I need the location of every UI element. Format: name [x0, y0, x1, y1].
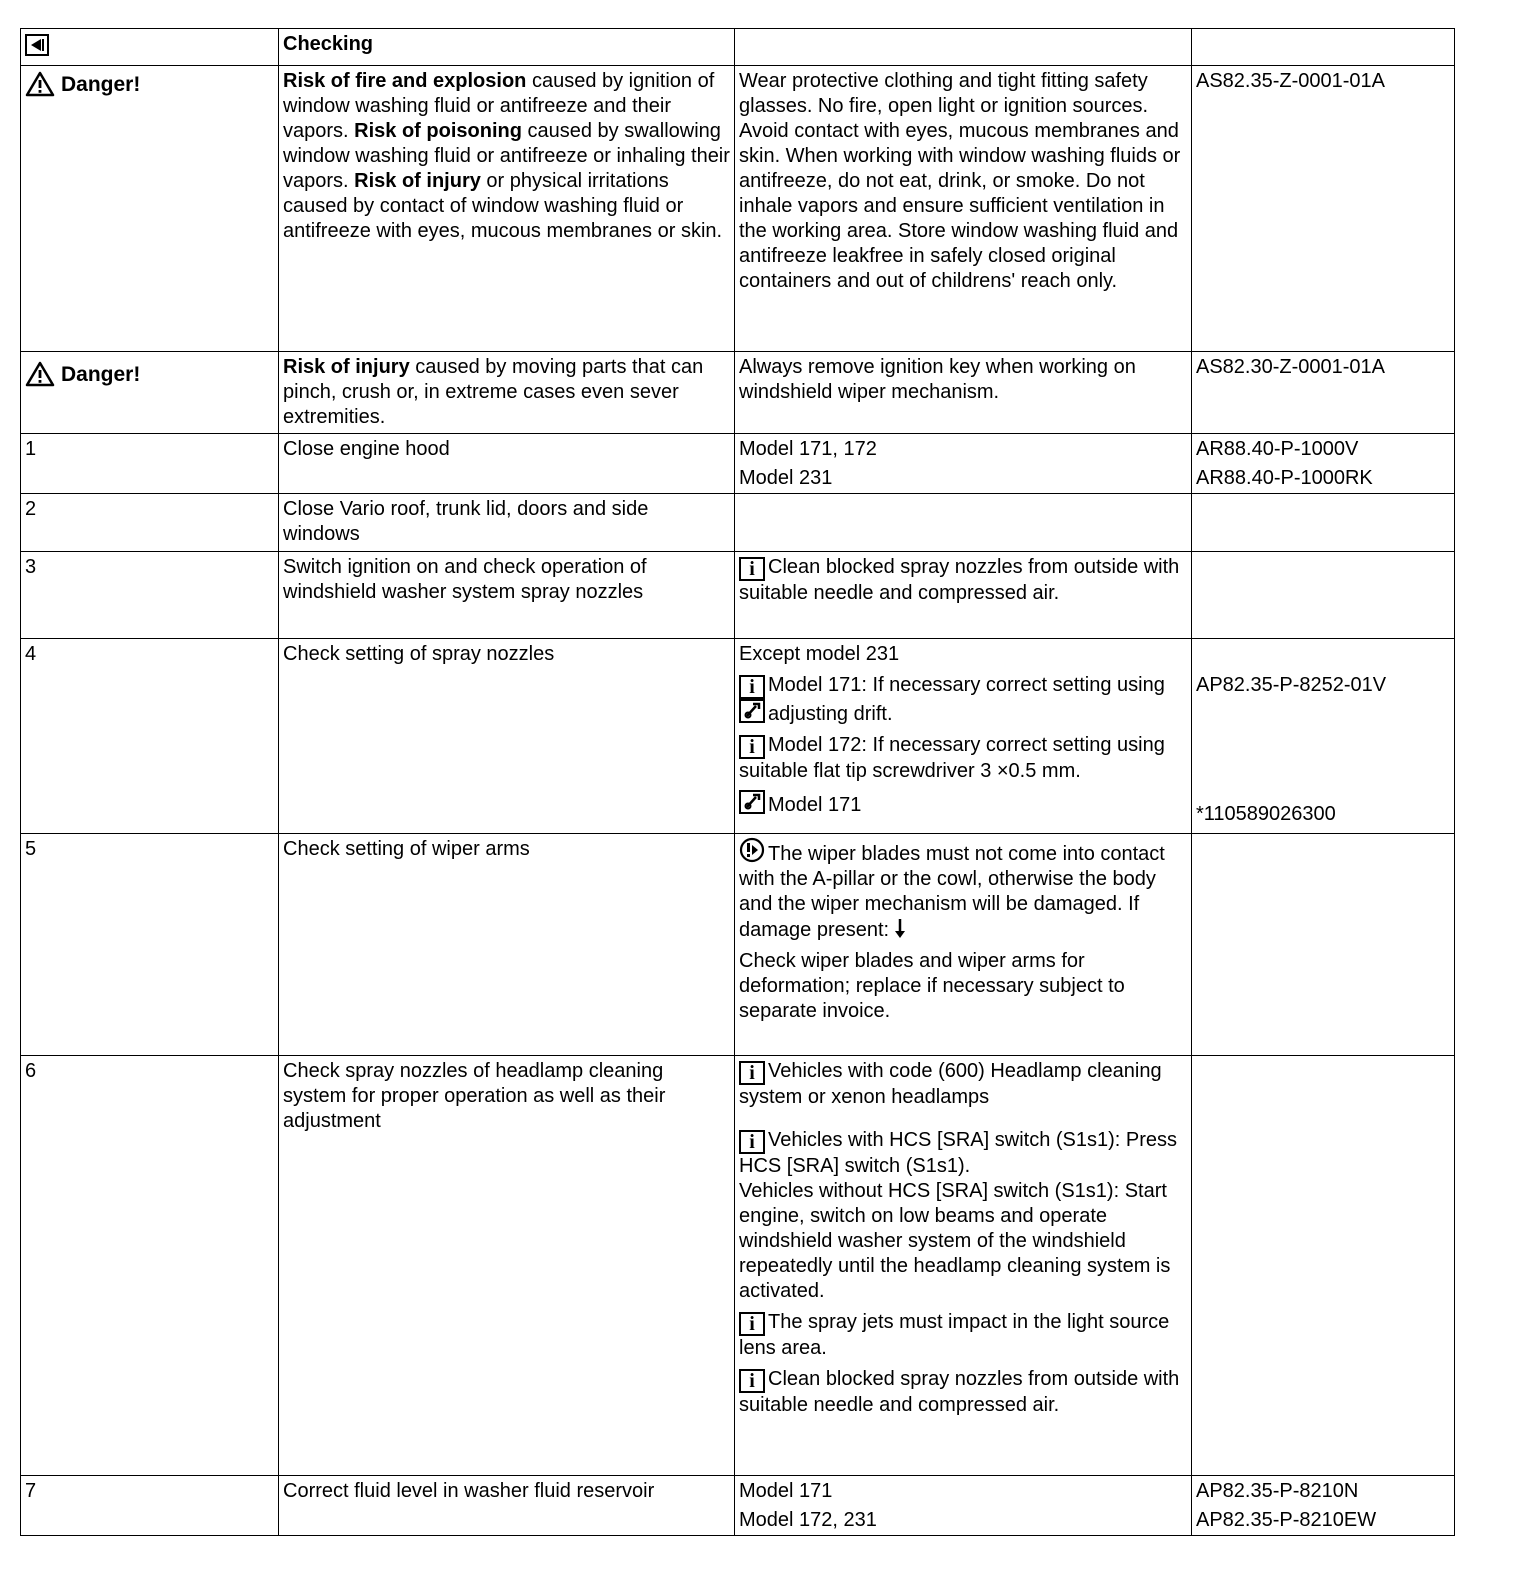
info-icon: i	[739, 1130, 765, 1154]
step-action: Check spray nozzles of headlamp cleaning system for proper operation as well as their adjustment	[279, 1056, 735, 1476]
warning-triangle-icon	[25, 71, 55, 97]
hazard-text: or physical irritations caused by contact of window washing fluid or antifreeze with eyes, mucous membranes or skin.	[283, 170, 723, 242]
danger-label-cell	[21, 352, 279, 434]
step-notes	[735, 552, 1192, 639]
danger-label: Danger!	[61, 362, 141, 386]
step-notes	[735, 1476, 1192, 1536]
back-arrow-icon[interactable]	[25, 34, 49, 56]
step-codes	[1192, 552, 1455, 639]
step-row	[21, 1476, 1455, 1536]
step-codes	[1192, 1056, 1455, 1476]
step-notes	[735, 639, 1192, 834]
empty-cell	[735, 29, 1192, 66]
caution-note: The wiper blades must not come into contact with the A-pillar or the cowl, otherwise the body and the wiper mechanism will be damaged. If damage present:	[739, 843, 1165, 941]
safety-measure: Wear protective clothing and tight fitting safety glasses. No fire, open light or ignition sources. Avoid contact with eyes, mucous membranes and skin. When working with window washing fluids or antifreeze, do not eat, drink, or smoke. Do not inhale vapors and ensure sufficient ventilation in the working area. Store window washing fluid and antifreeze leakfree in safely closed original containers and out of childrens' reach only.	[735, 66, 1192, 352]
check-note: Check wiper blades and wiper arms for deformation; replace if necessary subject to separate invoice.	[739, 950, 1125, 1022]
step-action: Close Vario roof, trunk lid, doors and side windows	[279, 494, 735, 552]
section-title: Checking	[279, 29, 735, 66]
step-notes	[735, 834, 1192, 1056]
step-number: 5	[21, 834, 279, 1056]
hazard-injury-heading: Risk of injury	[283, 356, 410, 378]
reference-code[interactable]: AP82.35-P-8210EW	[1196, 1509, 1377, 1531]
step-codes	[1192, 494, 1455, 552]
model-note: Model 171, 172	[739, 438, 877, 460]
arrow-down-icon	[893, 917, 907, 939]
hazard-poison-heading: Risk of poisoning	[354, 120, 522, 142]
step-codes	[1192, 639, 1455, 834]
reference-code[interactable]: AR88.40-P-1000RK	[1196, 467, 1373, 489]
step-action: Check setting of spray nozzles	[279, 639, 735, 834]
step-row	[21, 552, 1455, 639]
special-tool-icon	[739, 699, 765, 723]
safety-measure: Always remove ignition key when working on windshield wiper mechanism.	[735, 352, 1192, 434]
hazard-text: caused by swallowing window washing fluid or antifreeze or inhaling their vapors.	[283, 120, 730, 192]
danger-label-cell	[21, 66, 279, 352]
info-note: Model 171: If necessary correct setting using	[768, 674, 1165, 696]
reference-code[interactable]: AP82.35-P-8252-01V	[1196, 674, 1387, 696]
info-icon: i	[739, 1061, 765, 1085]
reference-code[interactable]: AS82.35-Z-0001-01A	[1192, 66, 1455, 352]
tool-note: Model 171	[768, 794, 862, 816]
info-icon: i	[739, 557, 765, 581]
step-number: 3	[21, 552, 279, 639]
danger-row	[21, 352, 1455, 434]
step-row	[21, 494, 1455, 552]
hazard-description	[279, 66, 735, 352]
step-row	[21, 434, 1455, 494]
except-note: Except model 231	[739, 643, 900, 665]
danger-row	[21, 66, 1455, 352]
step-action: Switch ignition on and check operation of windshield washer system spray nozzles	[279, 552, 735, 639]
step-codes	[1192, 834, 1455, 1056]
model-note: Model 171	[739, 1480, 833, 1502]
hazard-fire-heading: Risk of fire and explosion	[283, 70, 527, 92]
back-cell	[21, 29, 279, 66]
info-note: Vehicles with code (600) Headlamp cleaning system or xenon headlamps	[739, 1060, 1162, 1108]
info-icon: i	[739, 1312, 765, 1336]
info-note: Clean blocked spray nozzles from outside with suitable needle and compressed air.	[739, 556, 1180, 604]
hazard-injury-heading: Risk of injury	[354, 170, 481, 192]
header-row	[21, 29, 1455, 66]
special-tool-icon	[739, 790, 765, 814]
step-notes	[735, 494, 1192, 552]
step-row	[21, 1056, 1455, 1476]
info-note: Model 172: If necessary correct setting using suitable flat tip screwdriver 3 ×0.5 mm.	[739, 734, 1165, 782]
step-action: Close engine hood	[279, 434, 735, 494]
reference-code[interactable]: AR88.40-P-1000V	[1196, 438, 1359, 460]
info-note: adjusting drift.	[768, 703, 893, 725]
step-notes	[735, 434, 1192, 494]
step-notes	[735, 1056, 1192, 1476]
step-number: 4	[21, 639, 279, 834]
tool-number[interactable]: *110589026300	[1196, 803, 1336, 825]
danger-label: Danger!	[61, 72, 141, 96]
info-icon: i	[739, 735, 765, 759]
warning-triangle-icon	[25, 361, 55, 387]
model-note: Model 172, 231	[739, 1509, 877, 1531]
hazard-text: caused by moving parts that can pinch, crush or, in extreme cases even sever extremities.	[283, 356, 704, 428]
step-number: 2	[21, 494, 279, 552]
step-action: Correct fluid level in washer fluid reservoir	[279, 1476, 735, 1536]
hazard-description	[279, 352, 735, 434]
step-number: 6	[21, 1056, 279, 1476]
info-icon: i	[739, 1369, 765, 1393]
model-note: Model 231	[739, 467, 833, 489]
step-row	[21, 834, 1455, 1056]
reference-code[interactable]: AP82.35-P-8210N	[1196, 1480, 1359, 1502]
info-note: Vehicles without HCS [SRA] switch (S1s1): Start engine, switch on low beams and operate windshield washer system of the windshield repeatedly until the headlamp cleaning system is activated.	[739, 1180, 1171, 1302]
info-note: The spray jets must impact in the light source lens area.	[739, 1311, 1170, 1359]
step-number: 1	[21, 434, 279, 494]
procedure-table	[20, 28, 1455, 1536]
info-note: Vehicles with HCS [SRA] switch (S1s1): Press HCS [SRA] switch (S1s1).	[739, 1129, 1178, 1177]
caution-circle-icon	[739, 837, 765, 863]
empty-cell	[1192, 29, 1455, 66]
step-row	[21, 639, 1455, 834]
info-icon: i	[739, 675, 765, 699]
step-action: Check setting of wiper arms	[279, 834, 735, 1056]
hazard-text: caused by ignition of window washing fluid or antifreeze and their vapors.	[283, 70, 715, 142]
step-number: 7	[21, 1476, 279, 1536]
reference-code[interactable]: AS82.30-Z-0001-01A	[1192, 352, 1455, 434]
info-note: Clean blocked spray nozzles from outside with suitable needle and compressed air.	[739, 1368, 1180, 1416]
step-codes	[1192, 1476, 1455, 1536]
step-codes	[1192, 434, 1455, 494]
